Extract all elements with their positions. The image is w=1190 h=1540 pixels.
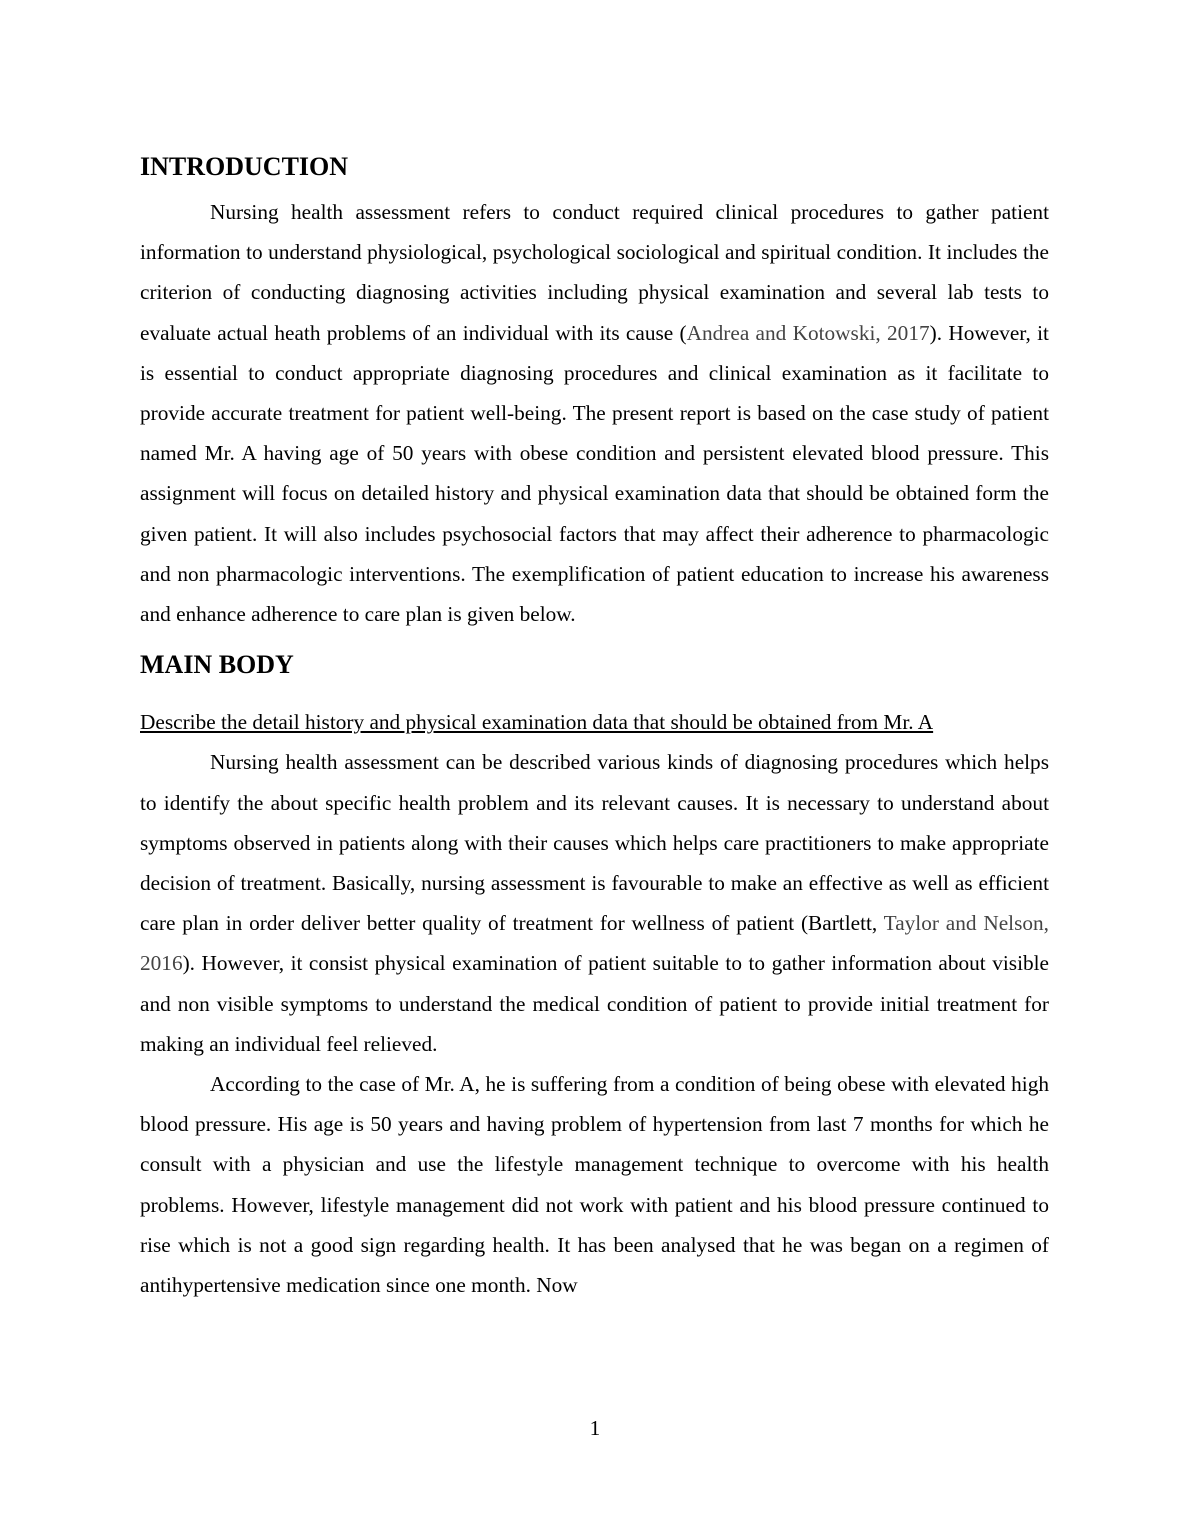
main-body-text-part-2: ). However, it consist physical examination of patient suitable to to gather information about visible and non visible symptoms to understand the medical condition of patient to provide initial treatment for making an individual feel relieved. (140, 951, 1049, 1056)
main-body-paragraph-2: According to the case of Mr. A, he is suffering from a condition of being obese with elevated high blood pressure. His age is 50 years and having problem of hypertension from last 7 months for which he consult with a physician and use the lifestyle management technique to overcome with his health problems. However, lifestyle management did not work with patient and his blood pressure continued to rise which is not a good sign regarding health. It has been analysed that he was began on a regimen of antihypertensive medication since one month. Now (140, 1072, 1049, 1298)
main-body-citation: Taylor and Nelson, 2016 (140, 911, 1049, 976)
introduction-heading: INTRODUCTION (140, 152, 349, 181)
main-body-heading: MAIN BODY (140, 650, 294, 680)
introduction-text-part-2: ). However, it is essential to conduct appropriate diagnosing procedures and clinical examination as it facilitate to provide accurate treatment for patient well-being. The present report is based on the case study of patient named Mr. A having age of 50 years with obese condition and persistent elevated blood pressure. This assignment will focus on detailed history and physical examination data that should be obtained form the given patient. It will also includes psychosocial factors that may affect their adherence to pharmacologic and non pharmacologic interventions. The exemplification of patient education to increase his awareness and enhance adherence to care plan is given below. (140, 320, 1049, 627)
section-subheading: Describe the detail history and physical examination data that should be obtained from Mr. A (140, 710, 934, 735)
document-page (140, 150, 1049, 1305)
main-body-paragraph-1 (140, 742, 1049, 1064)
main-body-text-part-1: Nursing health assessment can be described various kinds of diagnosing procedures which helps to identify the about specific health problem and its relevant causes. It is necessary to understand about symptoms observed in patients along with their causes which helps care practitioners to make appropriate decision of treatment. Basically, nursing assessment is favourable to make an effective as well as efficient care plan in order deliver better quality of treatment for wellness of patient (Bartlett, (140, 750, 1049, 936)
introduction-text-part-1: Nursing health assessment refers to conduct required clinical procedures to gather patient information to understand physiological, psychological sociological and spiritual condition. It includes the criterion of conducting diagnosing activities including physical examination and several lab tests to evaluate actual heath problems of an individual with its cause ( (140, 200, 1049, 345)
introduction-paragraph (140, 192, 1049, 634)
page-number: 1 (589, 1416, 601, 1440)
introduction-citation: Andrea and Kotowski, 2017 (686, 320, 930, 345)
